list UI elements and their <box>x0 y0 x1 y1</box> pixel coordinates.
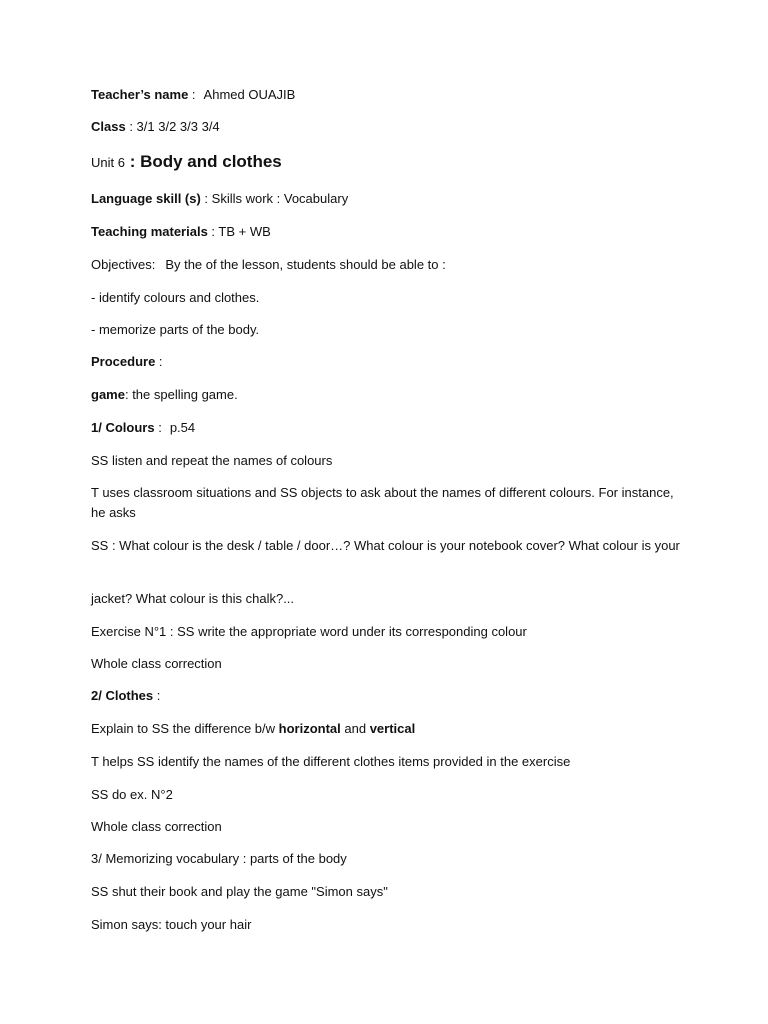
teacher-sep: : <box>188 87 196 102</box>
unit-line <box>91 152 681 173</box>
explain-pre: Explain to SS the difference b/w <box>91 721 279 736</box>
game-line <box>91 385 681 405</box>
section1-line: SS : What colour is the desk / table / door…? What colour is your notebook cover? What colour is your <box>91 538 680 553</box>
objectives-line <box>91 255 681 275</box>
language-skill-value: : Skills work : Vocabulary <box>200 191 349 206</box>
procedure-label: Procedure <box>91 354 156 369</box>
explain-vertical: vertical <box>369 721 416 736</box>
section1-line: Whole class correction <box>91 656 222 671</box>
class-label: Class <box>91 119 126 134</box>
section1-page: p.54 <box>169 420 196 435</box>
section3-line: Simon says: touch your hair <box>91 917 252 932</box>
class-value: : 3/1 3/2 3/3 3/4 <box>125 119 220 134</box>
section1-line: SS listen and repeat the names of colours <box>91 453 333 468</box>
objective-item: - memorize parts of the body. <box>91 322 260 337</box>
objectives-label: Objectives: <box>91 257 156 272</box>
section1-line: Exercise N°1 : SS write the appropriate word under its corresponding colour <box>91 624 527 639</box>
section1-heading-line <box>91 418 681 438</box>
teacher-line <box>91 85 681 105</box>
section2-sep: : <box>153 688 161 703</box>
section2-line: Whole class correction <box>91 819 222 834</box>
teaching-materials-label: Teaching materials <box>91 224 208 239</box>
section2-line: SS do ex. N°2 <box>91 787 173 802</box>
game-label: game <box>91 387 125 402</box>
game-value: : the spelling game. <box>124 387 238 402</box>
objectives-intro: By the of the lesson, students should be able to : <box>165 257 446 272</box>
teaching-materials-line <box>91 222 681 242</box>
language-skill-label: Language skill (s) <box>91 191 201 206</box>
unit-label: Unit 6 <box>91 155 125 170</box>
language-skill-line <box>91 189 681 209</box>
section2-explain-line <box>91 719 681 739</box>
procedure-line <box>91 352 681 372</box>
teacher-label: Teacher’s name <box>91 87 189 102</box>
teaching-materials-value: : TB + WB <box>207 224 271 239</box>
unit-title: : Body and clothes <box>124 152 282 171</box>
objective-item: - identify colours and clothes. <box>91 290 260 305</box>
class-line <box>91 117 681 137</box>
explain-and: and <box>340 721 370 736</box>
section1-heading: 1/ Colours <box>91 420 155 435</box>
section1-line: jacket? What colour is this chalk?... <box>91 591 295 606</box>
section1-sep: : <box>154 420 162 435</box>
section2-line: T helps SS identify the names of the different clothes items provided in the exercise <box>91 754 571 769</box>
procedure-sep: : <box>155 354 163 369</box>
section3-heading: 3/ Memorizing vocabulary : parts of the body <box>91 851 347 866</box>
explain-horizontal: horizontal <box>278 721 341 736</box>
section3-line: SS shut their book and play the game "Simon says" <box>91 884 388 899</box>
section1-line: T uses classroom situations and SS objects to ask about the names of different colours. For instance, he asks <box>91 485 674 520</box>
section2-heading: 2/ Clothes <box>91 688 154 703</box>
teacher-name: Ahmed OUAJIB <box>203 87 296 102</box>
section2-heading-line <box>91 686 681 706</box>
